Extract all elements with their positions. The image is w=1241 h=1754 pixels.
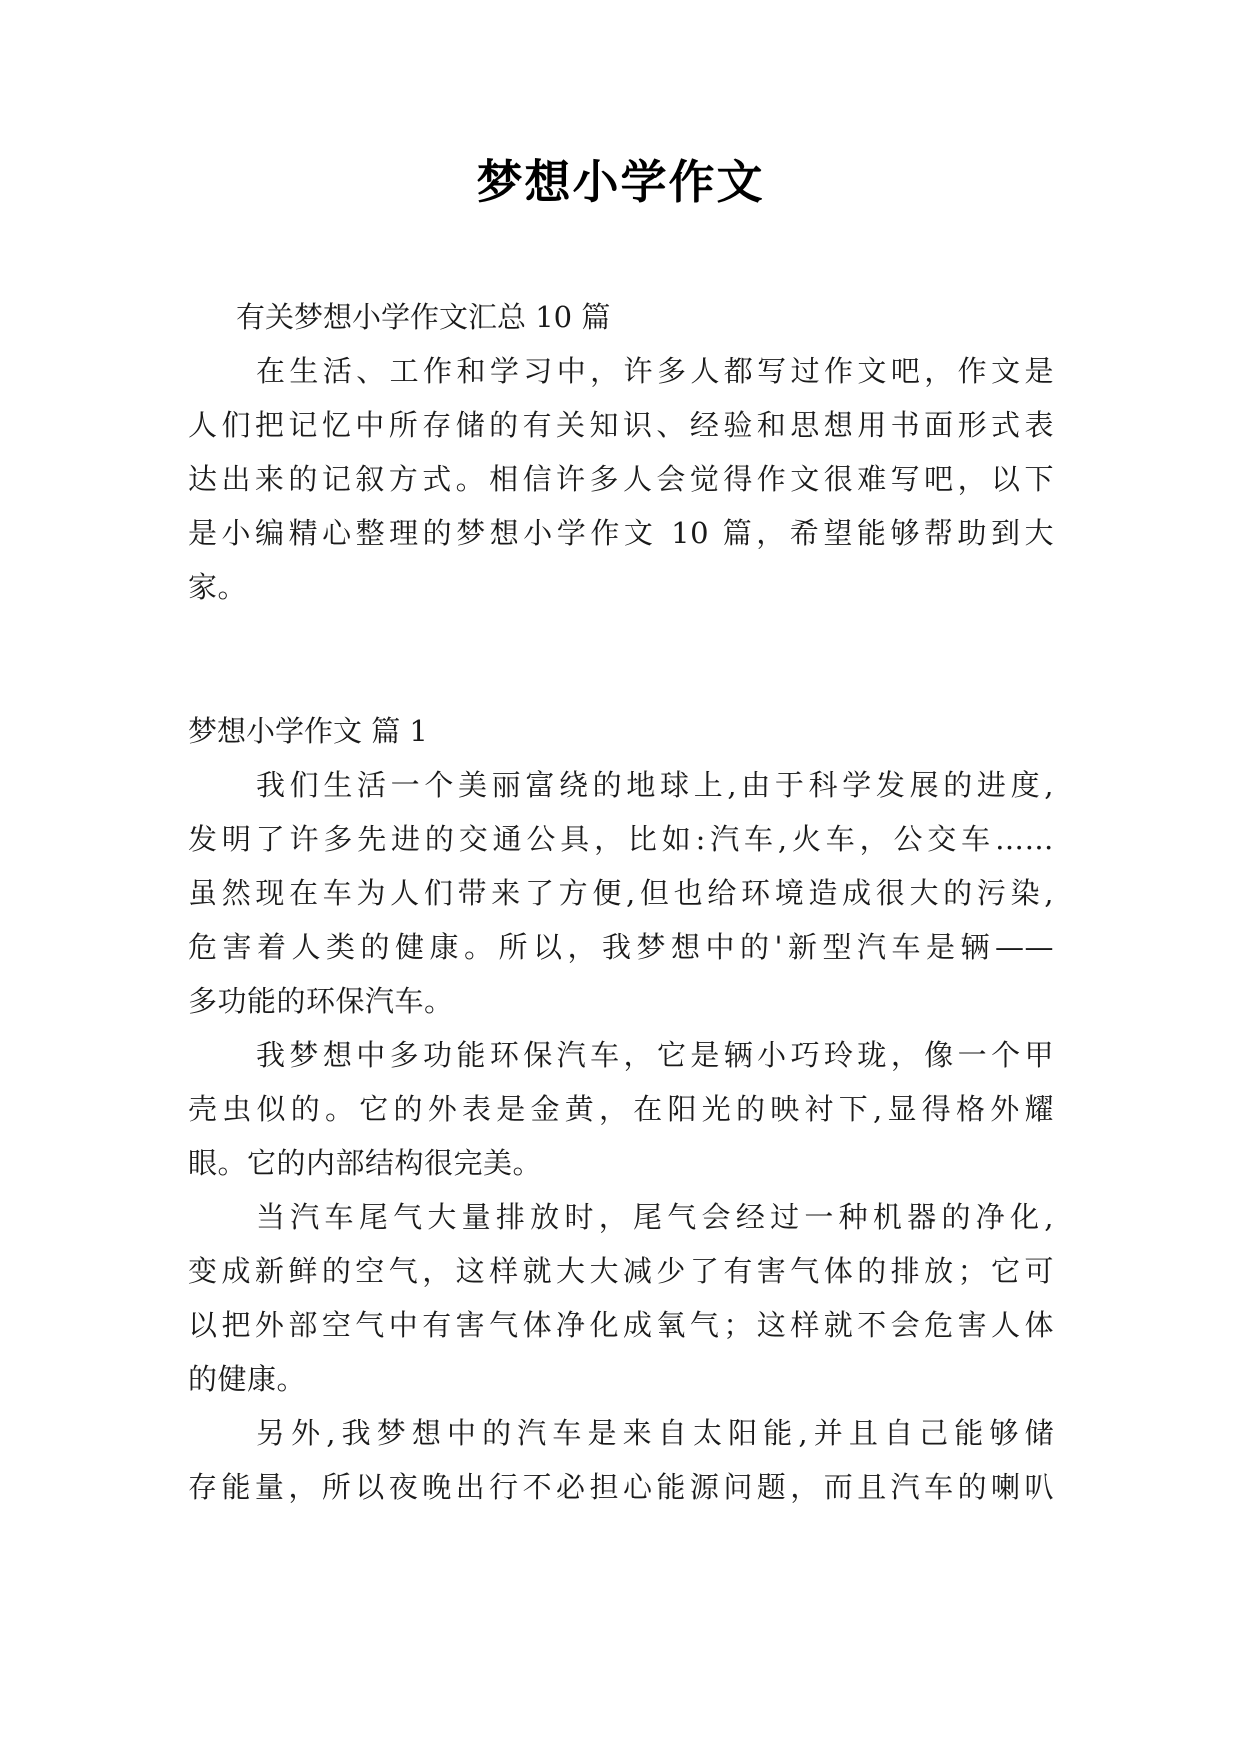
text-line: 壳虫似的。它的外表是金黄，在阳光的映衬下,显得格外耀 [188,1092,1054,1126]
text-line: 在生活、工作和学习中，许多人都写过作文吧，作文是 [256,354,1054,388]
paragraph [188,1190,1054,1406]
text-line: 的健康。 [188,1362,307,1396]
text-line: 当汽车尾气大量排放时，尾气会经过一种机器的净化, [256,1200,1054,1234]
text-line: 我们生活一个美丽富绕的地球上,由于科学发展的进度, [256,768,1054,802]
section-heading: 梦想小学作文 篇 1 [188,714,428,748]
text-line: 存能量，所以夜晚出行不必担心能源问题，而且汽车的喇叭 [188,1470,1054,1504]
text-line: 另外,我梦想中的汽车是来自太阳能,并且自己能够储 [256,1416,1054,1450]
text-line: 我梦想中多功能环保汽车，它是辆小巧玲珑，像一个甲 [256,1038,1054,1072]
intro-heading: 有关梦想小学作文汇总 10 篇 [236,300,611,334]
text-line: 发明了许多先进的交通公具，比如:汽车,火车，公交车…… [188,822,1054,856]
text-line: 眼。它的内部结构很完美。 [188,1146,543,1180]
text-line: 多功能的环保汽车。 [188,984,454,1018]
document-body [188,290,1054,1514]
text-line: 变成新鲜的空气，这样就大大减少了有害气体的排放；它可 [188,1254,1054,1288]
intro-paragraph [188,344,1054,614]
spacer [188,614,1054,704]
text-line: 是小编精心整理的梦想小学作文 10 篇，希望能够帮助到大 [188,516,1054,550]
text-line: 以把外部空气中有害气体净化成氧气；这样就不会危害人体 [188,1308,1054,1342]
text-line: 人们把记忆中所存储的有关知识、经验和思想用书面形式表 [188,408,1054,442]
paragraph [188,1028,1054,1190]
document-title: 梦想小学作文 [476,155,765,209]
text-line: 达出来的记叙方式。相信许多人会觉得作文很难写吧，以下 [188,462,1054,496]
text-line: 虽然现在车为人们带来了方便,但也给环境造成很大的污染, [188,876,1054,910]
text-line: 危害着人类的健康。所以，我梦想中的'新型汽车是辆—— [188,930,1054,964]
text-line: 家。 [188,570,248,604]
paragraph [188,1406,1054,1514]
paragraph [188,758,1054,1028]
